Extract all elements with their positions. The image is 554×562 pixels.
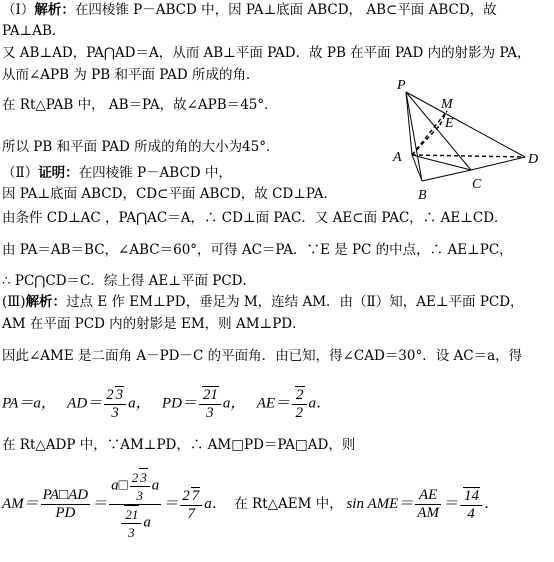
line-10: 由 PA＝AB＝BC，∠ABC＝60°，可得 AC＝PA．∵E 是 PC 的中点，∴ AE⊥PC， [2,242,513,258]
line-6: 所以 PB 和平面 PAD 所成的角的大小为45°． [2,139,280,155]
line-2: PA⊥AB． [2,23,66,39]
part3-marker: (Ⅲ) [2,294,26,310]
label-D: D [528,152,539,167]
fraction-sin-1: $\frac{AE}{AM}$ [417,487,439,521]
part2-marker: （Ⅱ） [2,165,39,181]
line-part2-intro [2,165,232,181]
pyramid-figure [385,75,550,205]
fraction-am-2: a□ $\frac{2 3}{3}$ a $\frac{21}{3}$ a [111,470,160,540]
fraction-am-3: $\frac{2 7}{7}$ [180,487,202,523]
edge-PA [406,92,412,155]
fraction-ad: $\frac{2 3}{3}$ [104,386,126,422]
fraction-pd: $\frac{21}{3}$ [199,386,221,422]
formula-ae-lhs: AE＝ [256,395,291,412]
line-14: 因此∠AME 是二面角 A－PD－C 的平面角．由已知，得∠CAD＝30°．设 AC＝a，得 [2,348,523,364]
formula-ad-lhs: AD＝ [67,395,103,412]
part2-proof-label: 证明： [38,165,79,181]
line-9: 由条件 CD⊥AC ，PA⋂AC＝A，∴ CD⊥面 PAC．又 AE⊂面 PAC，∴ AE⊥CD． [2,210,508,226]
edge-PB [406,92,422,181]
formula-am: AM＝ $\frac{PA□AD}{PD}$ ＝ a□ $\frac{2 3}{3}$ a $\frac{21}{3}$ a ＝ $\frac{2 7}{7}$ a． 在 Rt△AEM 中， sin AME＝ $\frac{AE}{AM}$ ＝ $\frac{14}{4}$ ． [2,470,499,540]
formula-sin-lhs: sin AME＝ [346,495,414,512]
edge-AB [412,155,422,181]
line-13: AM 在平面 PCD 内的射影是 EM，则 AM⊥PD． [2,316,306,332]
label-C: C [472,177,482,192]
edge-AC [412,155,471,170]
formula-pa: PA＝a， [2,395,56,412]
line-8: 因 PA⊥底面 ABCD，CD⊂平面 ABCD，故 CD⊥PA． [2,186,338,202]
line-4: 从而∠APB 为 PB 和平面 PAD 所成的角． [2,67,260,83]
label-A: A [393,150,402,165]
label-P: P [397,78,406,93]
line-11: ∴ PC⋂CD＝C．综上得 AE⊥平面 PCD． [2,273,256,289]
label-B: B [418,188,427,203]
fraction-ae: $\frac{2}{2}$ [292,386,307,422]
label-E: E [445,116,454,131]
fraction-am-1: $\frac{PA□AD}{PD}$ [42,487,89,521]
fraction-sin-2: $\frac{14}{4}$ [460,487,482,523]
line-part1-intro [2,2,497,18]
edge-AD [412,155,525,157]
part2-text: 在四棱锥 P－ABCD 中， [78,165,232,181]
edge-PC [406,92,471,170]
line-3: 又 AB⊥AD，PA⋂AD＝A，从而 AB⊥平面 PAD．故 PB 在平面 PAD 内的射影为 PA， [2,45,531,61]
line-5: 在 Rt△PAB 中， AB＝PA，故∠APB＝45°． [2,97,278,113]
formula-rt-aem: 在 Rt△AEM 中， [234,495,343,512]
formula-am-lhs: AM＝ [2,495,39,512]
part3-analysis-label: 解析： [25,294,67,310]
edge-BC [422,170,471,181]
edge-CD [471,157,525,170]
part1-analysis-label: 解析： [34,2,75,18]
part1-marker: （Ⅰ） [2,2,35,18]
part1-text: 在四棱锥 P－ABCD 中，因 PA⊥底面 ABCD， AB⊂平面 ABCD，故 [74,2,497,18]
formula-pd-lhs: PD＝ [161,395,197,412]
formula-lengths: PA＝a， AD＝ $\frac{2 3}{3}$ a， PD＝ $\frac{21}{3}$ a， AE＝ $\frac{2}{2}$ a． [2,387,332,421]
edge-PD [406,92,525,157]
part3-text: 过点 E 作 EM⊥PD，垂足为 M，连结 AM．由（Ⅱ）知，AE⊥平面 PCD， [66,294,524,310]
line-part3-intro [2,294,524,310]
line-16: 在 Rt△ADP 中，∵AM⊥PD，∴ AM□PD＝PA□AD，则 [2,437,356,453]
label-M: M [441,97,453,112]
